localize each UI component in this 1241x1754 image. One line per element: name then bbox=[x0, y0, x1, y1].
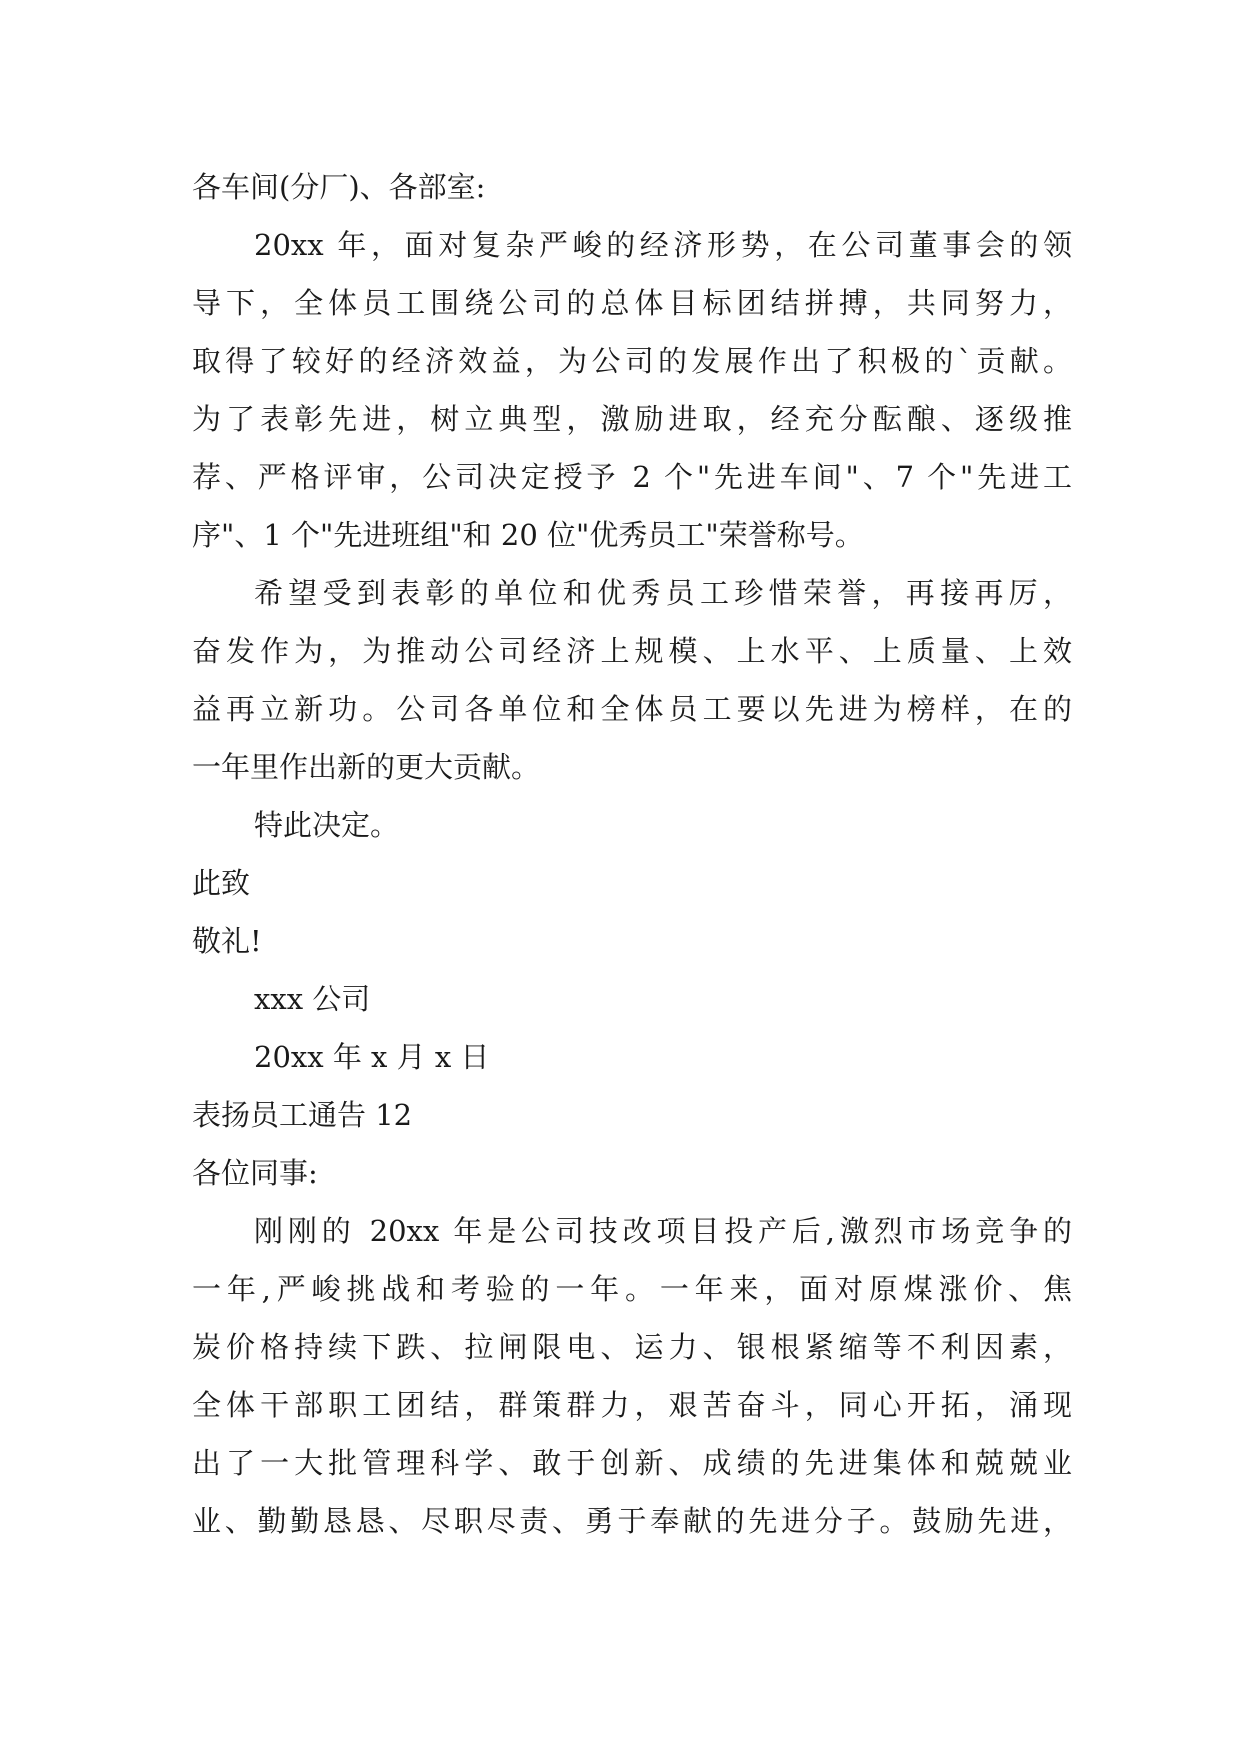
paragraph-line: 荐、严格评审，公司决定授予 2 个"先进车间"、7 个"先进工 bbox=[192, 460, 1072, 494]
closing-salute: 敬礼! bbox=[192, 924, 262, 958]
paragraph-line: 益再立新功。公司各单位和全体员工要以先进为榜样，在的 bbox=[192, 692, 1072, 726]
document-body bbox=[192, 158, 1072, 1550]
paragraph-line: 20xx 年，面对复杂严峻的经济形势，在公司董事会的领 bbox=[254, 228, 1072, 262]
paragraph-line: 奋发作为，为推动公司经济上规模、上水平、上质量、上效 bbox=[192, 634, 1072, 668]
paragraph-line: 刚刚的 20xx 年是公司技改项目投产后,激烈市场竞争的 bbox=[254, 1214, 1072, 1248]
signature-company: xxx 公司 bbox=[254, 982, 371, 1016]
paragraph bbox=[192, 564, 1072, 796]
paragraph-line: 全体干部职工团结，群策群力，艰苦奋斗，同心开拓，涌现 bbox=[192, 1388, 1072, 1422]
paragraph-line: 希望受到表彰的单位和优秀员工珍惜荣誉，再接再厉， bbox=[254, 576, 1072, 610]
paragraph-line: 导下，全体员工围绕公司的总体目标团结拼搏，共同努力， bbox=[192, 286, 1072, 320]
paragraph-line: 序"、1 个"先进班组"和 20 位"优秀员工"荣誉称号。 bbox=[192, 518, 864, 552]
decision-statement: 特此决定。 bbox=[254, 808, 400, 842]
paragraph-line: 为了表彰先进，树立典型，激励进取，经充分酝酿、逐级推 bbox=[192, 402, 1072, 436]
paragraph bbox=[192, 216, 1072, 564]
paragraph-line: 取得了较好的经济效益，为公司的发展作出了积极的`贡献。 bbox=[192, 344, 1072, 378]
paragraph bbox=[192, 1202, 1072, 1550]
signature-date: 20xx 年 x 月 x 日 bbox=[254, 1040, 490, 1074]
paragraph-line: 一年,严峻挑战和考验的一年。一年来，面对原煤涨价、焦 bbox=[192, 1272, 1072, 1306]
salutation: 各位同事: bbox=[192, 1156, 318, 1190]
paragraph-line: 业、勤勤恳恳、尽职尽责、勇于奉献的先进分子。鼓励先进， bbox=[192, 1504, 1072, 1538]
paragraph-line: 一年里作出新的更大贡献。 bbox=[192, 750, 541, 784]
closing-greeting: 此致 bbox=[192, 866, 251, 900]
paragraph-line: 出了一大批管理科学、敢于创新、成绩的先进集体和兢兢业 bbox=[192, 1446, 1072, 1480]
notice-title: 表扬员工通告 12 bbox=[192, 1098, 413, 1132]
paragraph-line: 炭价格持续下跌、拉闸限电、运力、银根紧缩等不利因素， bbox=[192, 1330, 1072, 1364]
salutation: 各车间(分厂)、各部室: bbox=[192, 170, 486, 204]
